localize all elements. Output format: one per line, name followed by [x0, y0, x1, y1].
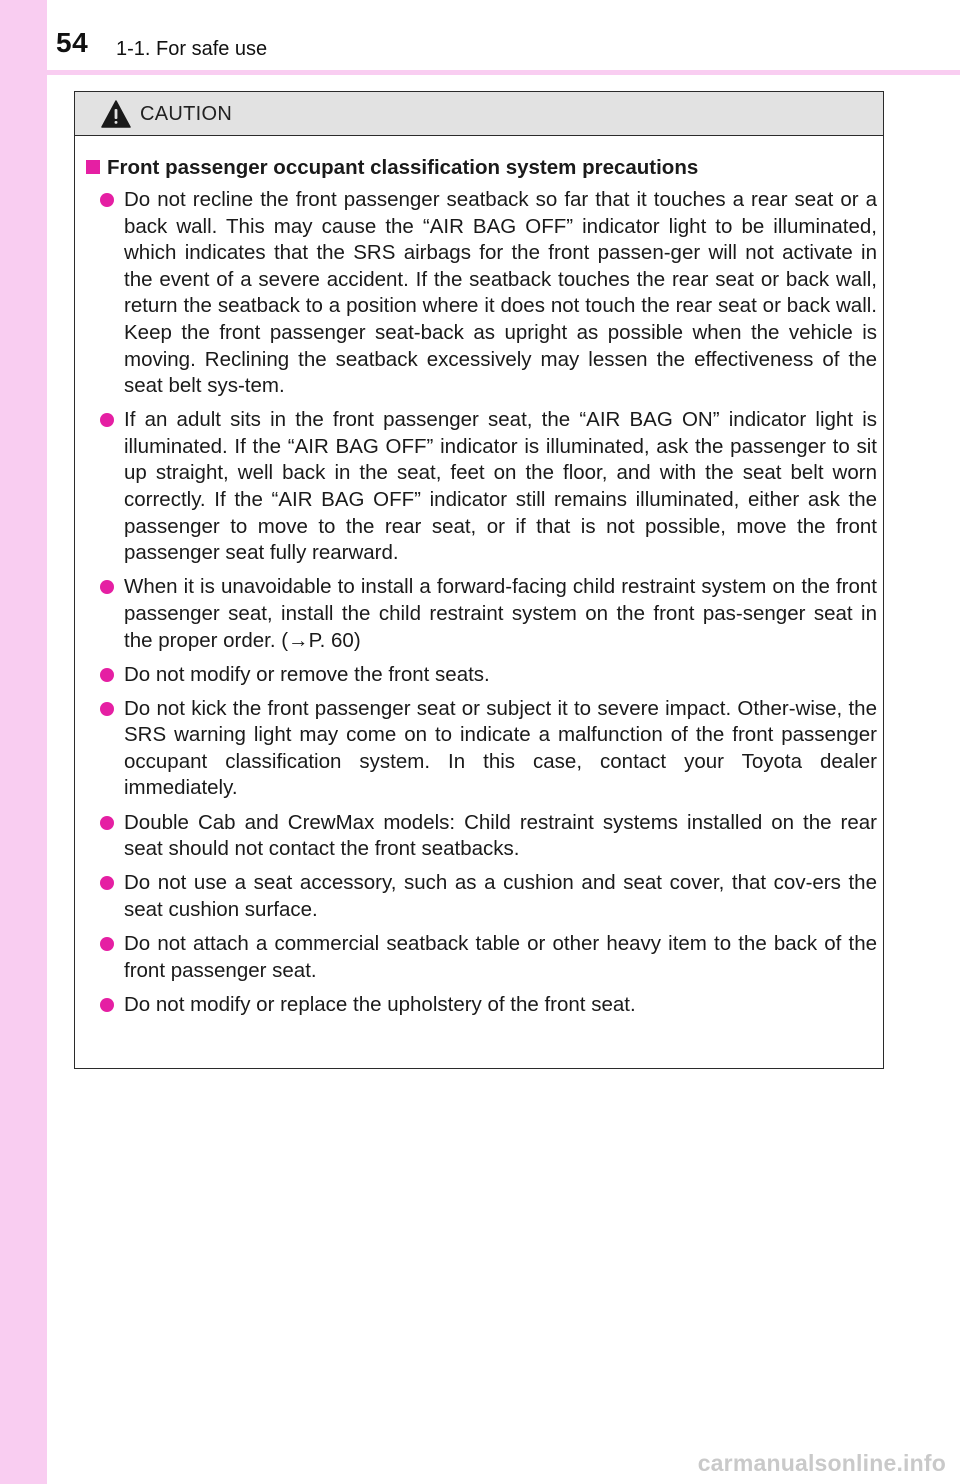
warning-triangle-icon — [101, 100, 131, 128]
list-item — [85, 696, 877, 802]
square-bullet-icon — [86, 160, 100, 174]
page-number: 54 — [56, 27, 89, 58]
list-item — [85, 931, 877, 984]
list-item-text: Do not kick the front passenger seat or subject it to severe impact. Other-wise, the SRS warning light may come on to indicate a malfunction of the front passenger occupant classification system. In this case, contact your Toyota dealer immediately. — [124, 696, 877, 800]
list-item-text: Do not use a seat accessory, such as a cushion and seat cover, that cov-ers the seat cushion surface. — [124, 871, 877, 921]
side-color-strip — [0, 0, 47, 1484]
list-item — [85, 407, 877, 567]
caution-content — [85, 155, 877, 1026]
list-item — [85, 662, 877, 689]
list-item — [85, 810, 877, 863]
watermark: carmanualsonline.info — [697, 1450, 946, 1476]
caution-box — [74, 91, 884, 1069]
dot-bullet-icon — [100, 816, 114, 830]
list-item-text: Do not modify or remove the front seats. — [124, 662, 490, 686]
dot-bullet-icon — [100, 998, 114, 1012]
dot-bullet-icon — [100, 580, 114, 594]
list-item-text: Double Cab and CrewMax models: Child restraint systems installed on the rear seat should not contact the front seatbacks. — [124, 810, 877, 861]
caution-header — [75, 92, 883, 136]
dot-bullet-icon — [100, 193, 114, 207]
list-item-text: Do not recline the front passenger seatback so far that it touches a rear seat or a back wall. This may cause the “AIR BAG OFF” indicator light to be illuminated, which indicates that the SRS airbags for the front passen-ger will not activate in the event of a severe accident. If the seatback touches the rear seat or back wall, return the seatback to a position where it does not touch the rear seat or back wall. Keep the front passenger seat-back as upright as possible when the vehicle is moving. Reclining the seatback excessively may lessen the effectiveness of the seat belt sys-tem. — [124, 188, 877, 398]
list-item — [85, 992, 877, 1019]
list-item — [85, 870, 877, 923]
list-item-text: If an adult sits in the front passenger seat, the “AIR BAG ON” indicator light is illuminated. If the “AIR BAG OFF” indicator is illuminated, ask the passenger to sit up straight, well back in the seat, feet on the floor, and with the seat belt worn correctly. If the “AIR BAG OFF” indicator still remains illuminated, either ask the passenger to move to the rear seat, or if that is not possible, move the front passenger seat fully rearward. — [124, 408, 877, 565]
list-item-text: Do not modify or replace the upholstery of the front seat. — [124, 992, 636, 1016]
dot-bullet-icon — [100, 876, 114, 890]
list-item — [85, 574, 877, 654]
caution-section-heading — [85, 155, 877, 181]
dot-bullet-icon — [100, 702, 114, 716]
section-title: 1-1. For safe use — [116, 38, 268, 60]
section-heading-text: Front passenger occupant classification system precautions — [107, 156, 699, 179]
header-divider — [0, 70, 960, 75]
dot-bullet-icon — [100, 937, 114, 951]
list-item-text: When it is unavoidable to install a forward-facing child restraint system on the front passenger seat, install the child restraint system on the front pas-senger seat in the proper order. (→P. 60) — [124, 575, 877, 652]
page-header — [47, 0, 960, 72]
list-item-text: Do not attach a commercial seatback table or other heavy item to the back of the front passenger seat. — [124, 931, 877, 982]
dot-bullet-icon — [100, 413, 114, 427]
caution-label: CAUTION — [140, 103, 233, 125]
list-item — [85, 187, 877, 400]
dot-bullet-icon — [100, 668, 114, 682]
